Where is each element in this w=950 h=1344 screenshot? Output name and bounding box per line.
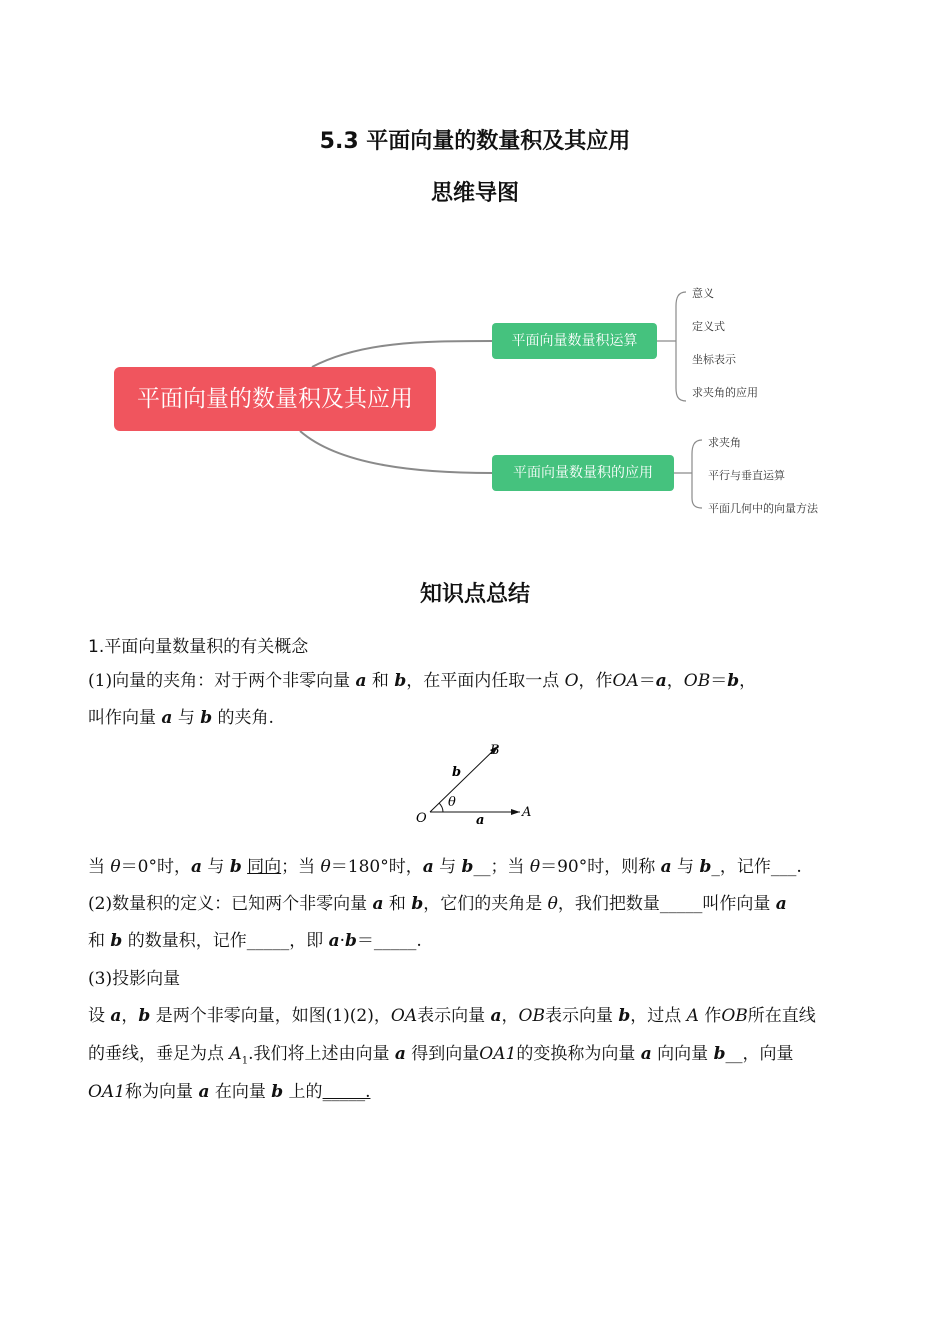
answer-same-direction: 同向 xyxy=(247,857,282,877)
text: . xyxy=(416,931,422,951)
vector-a: a xyxy=(372,894,384,914)
vector-b: b xyxy=(345,931,357,951)
vector-b: b xyxy=(699,857,712,877)
point-a: A xyxy=(686,1006,699,1026)
text: 与 xyxy=(671,857,700,877)
text: 的夹角. xyxy=(212,708,274,728)
vector-oa1: OA1 xyxy=(479,1044,517,1064)
vector-b: b xyxy=(713,1044,726,1064)
text: .我们将上述由向量 xyxy=(248,1044,395,1064)
theta: θ xyxy=(320,857,331,877)
vector-ob: OB xyxy=(721,1006,748,1026)
vector-a: a xyxy=(655,671,667,691)
theta: θ xyxy=(547,894,558,914)
vector-b: b xyxy=(200,708,213,728)
paragraph-dot-product-line2 xyxy=(88,923,868,960)
vector-angle-figure xyxy=(410,738,540,828)
text: ＝ xyxy=(638,671,656,691)
text: ，作 xyxy=(578,671,613,691)
vector-a: a xyxy=(161,708,173,728)
text: 与 xyxy=(172,708,201,728)
text: 叫作向量 xyxy=(702,894,776,914)
text: ＝ xyxy=(710,671,728,691)
label-vector-a: a xyxy=(476,813,485,828)
point-a1: A xyxy=(229,1044,242,1064)
text: ，向量 xyxy=(742,1044,794,1064)
text: 是两个非零向量，如图(1)(2)， xyxy=(150,1006,391,1026)
mindmap-branch-application: 平面向量数量积的应用 xyxy=(492,455,674,491)
vector-b: b xyxy=(110,931,123,951)
vector-b: b xyxy=(618,1006,631,1026)
mindmap-heading: 思维导图 xyxy=(430,181,519,206)
text: 当 xyxy=(88,857,111,877)
text: 与 xyxy=(202,857,230,877)
vector-a: a xyxy=(355,671,367,691)
vector-b: b xyxy=(138,1006,151,1026)
text: ，即 xyxy=(289,931,329,951)
vector-a: a xyxy=(190,857,202,877)
text: 表示向量 xyxy=(544,1006,619,1026)
theta: θ xyxy=(110,857,121,877)
text: ，过点 xyxy=(630,1006,687,1026)
vector-b: b xyxy=(461,857,474,877)
text: 与 xyxy=(433,857,462,877)
blank: __ xyxy=(725,1044,743,1064)
mindmap-leaf: 坐标表示 xyxy=(692,353,736,366)
text: 的变换称为向量 xyxy=(516,1044,641,1064)
mindmap-leaf: 平行与垂直运算 xyxy=(708,469,785,482)
paragraph-angle-line2 xyxy=(88,700,868,737)
text: ＝90°时，则称 xyxy=(540,857,661,877)
label-a: A xyxy=(522,805,532,820)
vector-a: a xyxy=(110,1006,122,1026)
paragraph-projection-line1 xyxy=(88,998,868,1035)
paragraph-projection-heading: (3)投影向量 xyxy=(88,969,181,989)
text: ；当 xyxy=(281,857,321,877)
vector-ob: OB xyxy=(683,671,711,691)
text: 向向量 xyxy=(651,1044,714,1064)
text: 的垂线，垂足为点 xyxy=(88,1044,230,1064)
text: 和 xyxy=(383,894,412,914)
text: ， xyxy=(501,1006,519,1026)
text: ＝0°时， xyxy=(120,857,191,877)
paragraph-angle-line1 xyxy=(88,663,868,700)
text: ，它们的夹角是 xyxy=(423,894,548,914)
paragraph-dot-product-line1 xyxy=(88,886,868,923)
mindmap-branch-operation: 平面向量数量积运算 xyxy=(492,323,657,359)
label-theta: θ xyxy=(448,795,456,810)
text: 的数量积，记作 xyxy=(122,931,247,951)
paragraph-projection-line2 xyxy=(88,1036,868,1079)
blank: _____ xyxy=(373,931,417,951)
text: 上的 xyxy=(283,1082,323,1102)
vector-b: b xyxy=(271,1082,284,1102)
text: 得到向量 xyxy=(405,1044,480,1064)
vector-b: b xyxy=(411,894,424,914)
label-vector-b: b xyxy=(452,765,462,780)
mindmap-leaf: 平面几何中的向量方法 xyxy=(708,502,818,515)
text: ，我们把数量 xyxy=(557,894,660,914)
mindmap-leaf: 求夹角 xyxy=(708,436,741,449)
vector-a: a xyxy=(328,931,340,951)
blank: __ xyxy=(473,857,491,877)
blank: _ xyxy=(711,857,720,877)
text: (1)向量的夹角：对于两个非零向量 xyxy=(88,671,356,691)
vector-ob: OB xyxy=(518,1006,545,1026)
label-o: O xyxy=(416,811,427,826)
label-b: B xyxy=(490,743,500,758)
blank: _____ xyxy=(659,894,703,914)
text: ， xyxy=(666,671,684,691)
text: ， xyxy=(121,1006,139,1026)
text: 和 xyxy=(366,671,395,691)
vector-b: b xyxy=(394,671,407,691)
text: ，记作 xyxy=(719,857,771,877)
text: 表示向量 xyxy=(417,1006,491,1026)
text: ， xyxy=(739,671,757,691)
vector-a: a xyxy=(640,1044,652,1064)
text: 设 xyxy=(88,1006,111,1026)
vector-a: a xyxy=(660,857,672,877)
paragraph-angle-cases xyxy=(88,849,868,886)
vector-a: a xyxy=(422,857,434,877)
text: (2)数量积的定义：已知两个非零向量 xyxy=(88,894,373,914)
text: ＝180°时， xyxy=(330,857,423,877)
paragraph-projection-line3 xyxy=(88,1074,868,1111)
blank: ___ xyxy=(770,857,797,877)
blank: _____. xyxy=(322,1082,371,1102)
text: 在向量 xyxy=(209,1082,272,1102)
vector-a: a xyxy=(394,1044,406,1064)
section-heading: 1.平面向量数量积的有关概念 xyxy=(88,637,309,657)
vector-oa: OA xyxy=(390,1006,418,1026)
knowledge-heading: 知识点总结 xyxy=(419,582,530,607)
mindmap-leaf: 定义式 xyxy=(692,320,725,333)
text: ＝ xyxy=(356,931,374,951)
text: 作 xyxy=(698,1006,722,1026)
blank: _____ xyxy=(246,931,290,951)
page-title: 5.3 平面向量的数量积及其应用 xyxy=(319,129,631,154)
text: ，在平面内任取一点 xyxy=(406,671,565,691)
text: ；当 xyxy=(490,857,530,877)
text: · xyxy=(339,931,346,951)
text: 叫作向量 xyxy=(88,708,162,728)
vector-oa1: OA1 xyxy=(88,1082,126,1102)
mindmap-root: 平面向量的数量积及其应用 xyxy=(114,367,436,431)
vector-a: a xyxy=(490,1006,502,1026)
text: 和 xyxy=(88,931,111,951)
mindmap-leaf: 意义 xyxy=(692,287,714,300)
vector-oa: OA xyxy=(612,671,639,691)
subscript: 1 xyxy=(241,1055,249,1067)
point-o: O xyxy=(564,671,579,691)
text: 称为向量 xyxy=(125,1082,199,1102)
vector-b: b xyxy=(727,671,740,691)
theta: θ xyxy=(529,857,541,877)
text: . xyxy=(796,857,802,877)
vector-b: b xyxy=(229,857,242,877)
vector-a: a xyxy=(775,894,787,914)
text: 所在直线 xyxy=(747,1006,816,1026)
mind-map xyxy=(0,270,950,530)
vector-a: a xyxy=(198,1082,210,1102)
mindmap-leaf: 求夹角的应用 xyxy=(692,386,758,399)
